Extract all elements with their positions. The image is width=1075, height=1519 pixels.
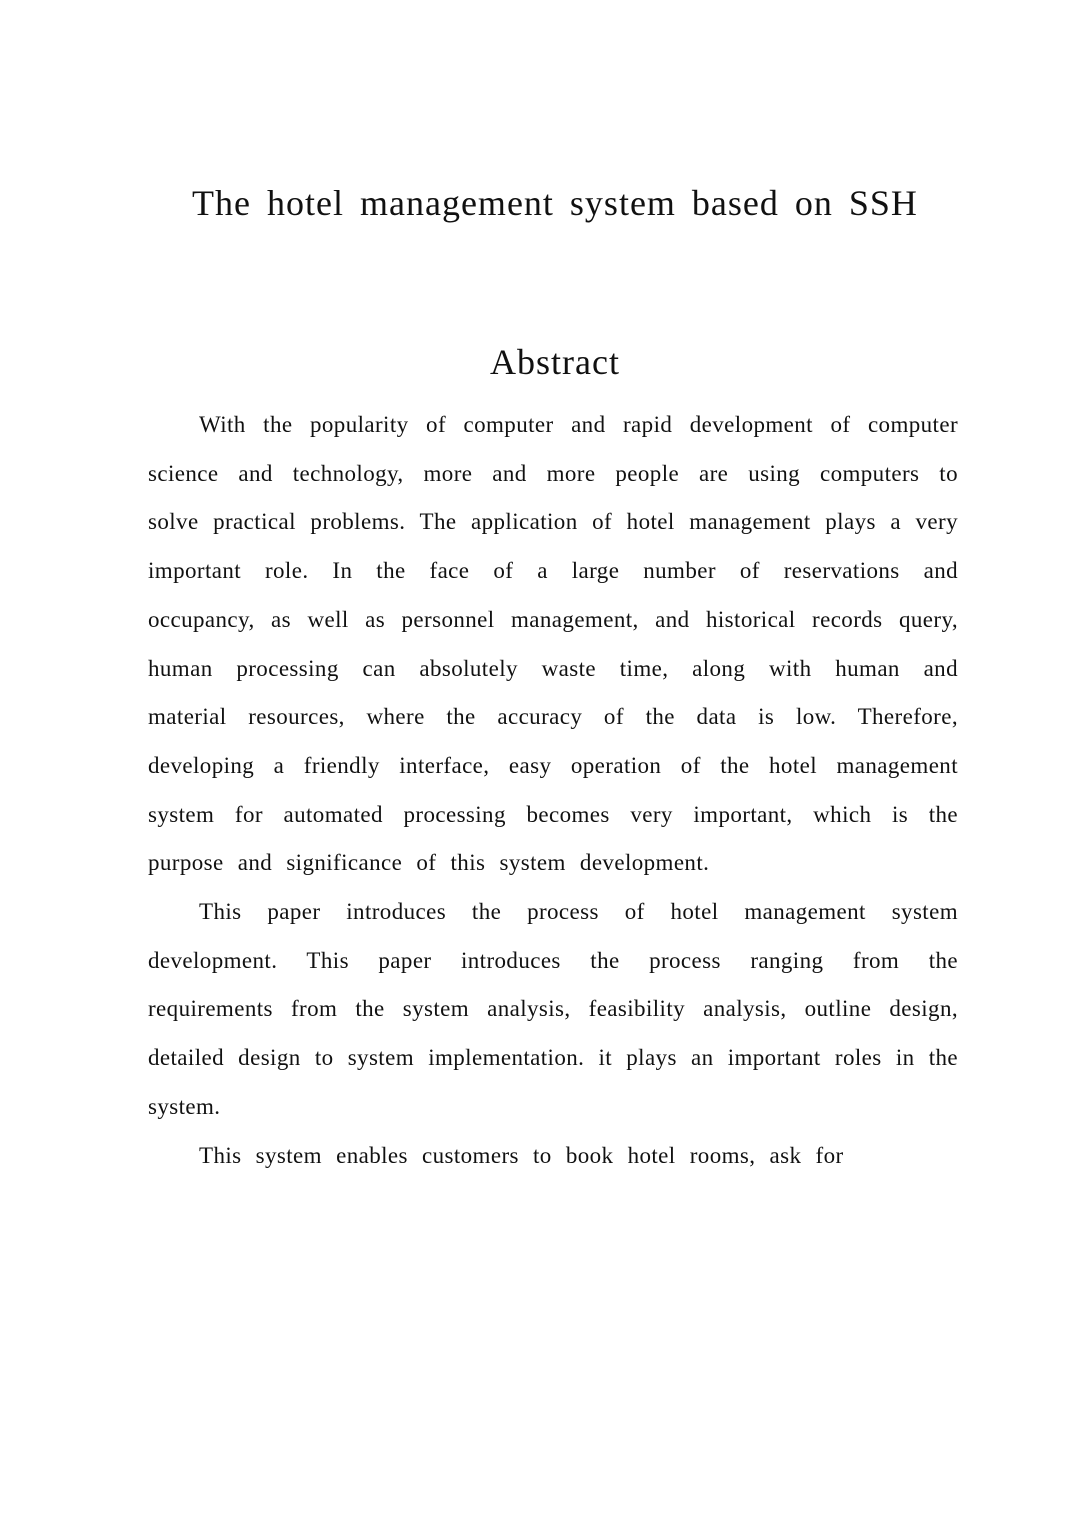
abstract-body (148, 401, 958, 1180)
abstract-paragraph-1: With the popularity of computer and rapid development of computer science and technology, more and more people are using computers to solve practical problems. The application of hotel management plays a very important role. In the face of a large number of reservations and occupancy, as well as personnel management, and historical records query, human processing can absolutely waste time, along with human and material resources, where the accuracy of the data is low. Therefore, developing a friendly interface, easy operation of the hotel management system for automated processing becomes very important, which is the purpose and significance of this system development. (148, 412, 958, 876)
abstract-paragraph-2: This paper introduces the process of hotel management system development. This paper introduces the process ranging from the requirements from the system analysis, feasibility analysis, outline design, detailed design to system implementation. it plays an important roles in the system. (148, 899, 958, 1119)
document-title: The hotel management system based on SSH (192, 183, 918, 223)
abstract-heading: Abstract (490, 342, 620, 382)
abstract-paragraph-3: This system enables customers to book hotel rooms, ask for (199, 1142, 844, 1168)
